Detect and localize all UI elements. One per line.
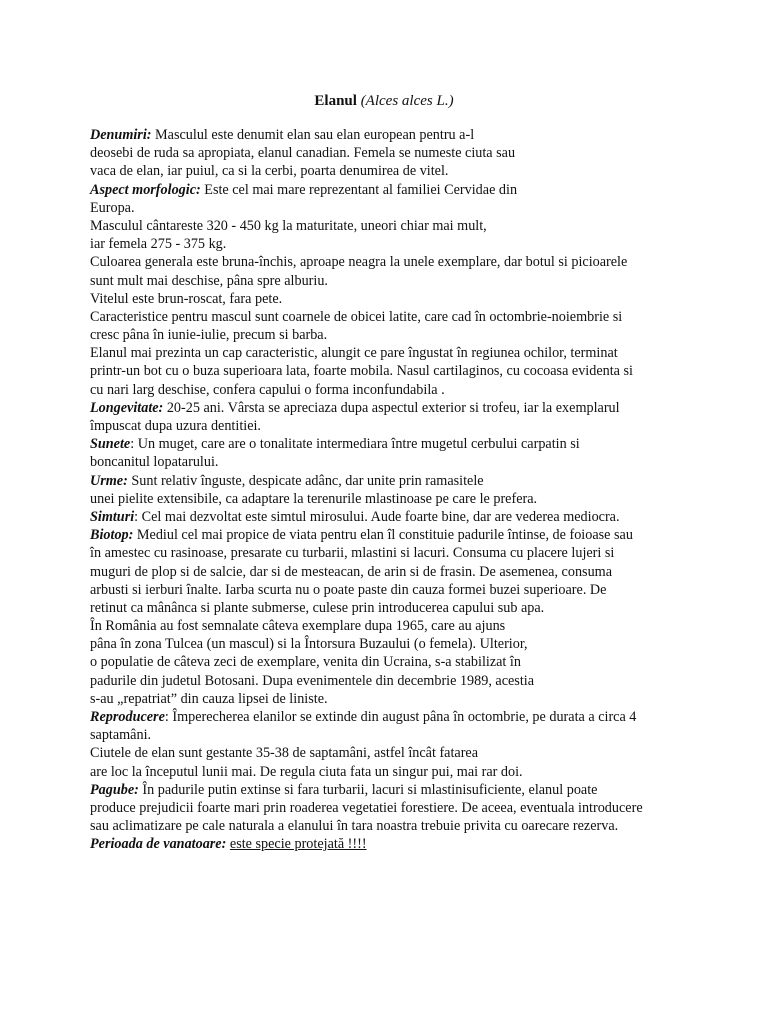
text-line [90,708,690,726]
line-text: deosebi de ruda sa apropiata, elanul canadian. Femela se numeste ciuta sau [90,145,516,162]
line-text: Culoarea generala este bruna-închis, aproape neagra la unele exemplare, dar botul si picioarele [90,254,628,271]
text-line [90,417,690,435]
line-text: Vitelul este brun-roscat, fara pete. [90,290,283,307]
line-text: s-au „repatriat” din cauza lipsei de liniste. [90,690,328,707]
line-text: Este cel mai mare reprezentant al familiei Cervidae din [200,181,518,198]
line-text: muguri de plop si de salcie, dar si de mesteacan, de arin si de frasin. De asemenea, consuma [90,563,612,580]
section-heading: Sunete [90,436,131,453]
text-line [90,599,690,617]
section-heading: Perioada de vanatoare: [90,836,227,853]
line-text: Mediul cel mai propice de viata pentru elan îl constituie padurile întinse, de foioase sau [133,527,633,544]
section-heading: Aspect morfologic: [90,181,201,198]
text-line [90,126,690,144]
line-text: : Cel mai dezvoltat este simtul mirosului. Aude foarte bine, dar are vederea mediocra. [134,508,620,525]
line-text: o populatie de câteva zeci de exemplare, venita din Ucraina, s-a stabilizat în [90,654,521,671]
text-line [90,672,690,690]
text-line [90,653,690,671]
line-text: Masculul este denumit elan sau elan european pentru a-l [151,127,475,143]
line-text: produce prejudicii foarte mari prin roaderea vegetatiei forestiere. De aceea, eventuala introducere [90,799,643,816]
line-text: are loc la începutul lunii mai. De regula ciuta fata un singur pui, mai rar doi. [90,763,523,780]
line-text: pâna în zona Tulcea (un mascul) si la Întorsura Buzaului (o femela). Ulterior, [90,636,528,653]
text-line [90,381,690,399]
section-heading: Longevitate: [90,399,164,416]
line-text: iar femela 275 - 375 kg. [90,236,227,253]
section-heading: Reproducere [90,709,165,725]
text-line [90,362,690,380]
line-text: În România au fost semnalate câteva exemplare dupa 1965, care au ajuns [90,618,506,635]
line-text: Elanul mai prezinta un cap caracteristic, alungit ce pare îngustat în regiunea ochilor, terminat [90,345,618,362]
line-text: Sunt relativ înguste, despicate adânc, dar unite prin ramasitele [127,472,484,489]
line-text: unei pielite extensibile, ca adaptare la terenurile mlastinoase pe care le prefera. [90,490,538,507]
text-line [90,472,690,490]
text-line [90,563,690,581]
text-line [90,508,690,526]
line-text: : Împerecherea elanilor se extinde din august pâna în octombrie, pe durata a circa 4 [164,709,637,725]
text-line [90,217,690,235]
text-line [90,617,690,635]
text-line [90,544,690,562]
line-text: cu nari larg deschise, confera capului o forma inconfundabila . [90,381,445,398]
text-line [90,635,690,653]
line-text: Ciutele de elan sunt gestante 35-38 de saptamâni, astfel încât fatarea [90,745,479,762]
line-text: sau aclimatizare pe cale naturala a elanului în tara noastra trebuie privita cu oarecare rezerva. [90,818,619,835]
document-body [90,126,690,854]
text-line [90,453,690,471]
line-text: boncanitul lopatarului. [90,454,219,471]
text-line [90,399,690,417]
line-text: Masculul cântareste 320 - 450 kg la maturitate, uneori chiar mai mult, [90,217,487,234]
underlined-status-link[interactable]: este specie protejată !!!! [229,836,367,853]
line-text: arbusti si ierburi înalte. Iarba scurta nu o poate paste din cauza formei buzei superioare. De [90,581,607,598]
text-line [90,144,690,162]
line-text: cresc pâna în iunie-iulie, precum si barba. [90,327,328,344]
line-text: În padurile putin extinse si fara turbarii, lacuri si mlastinisuficiente, elanul poate [138,781,598,798]
title-latin: (Alces alces L.) [360,93,454,109]
section-heading: Urme: [90,472,128,489]
text-line [90,799,690,817]
text-line [90,272,690,290]
line-text: saptamâni. [90,727,152,744]
text-line [90,253,690,271]
text-line [90,835,690,853]
text-line [90,490,690,508]
text-line [90,526,690,544]
line-text: retinut ca mânânca si plante submerse, culese prin introducerea capului sub apa. [90,599,545,616]
text-line [90,781,690,799]
text-line [90,308,690,326]
text-line [90,181,690,199]
text-line [90,817,690,835]
line-text: Europa. [90,199,135,216]
text-line [90,435,690,453]
text-line [90,744,690,762]
section-heading: Simturi [90,508,135,525]
text-line [90,199,690,217]
text-line [90,290,690,308]
line-text: împuscat dupa uzura dentitiei. [90,418,261,434]
line-text: printr-un bot cu o buza superioara lata, foarte mobila. Nasul cartilaginos, cu cocoasa evidenta si [90,363,633,380]
line-text: padurile din judetul Botosani. Dupa evenimentele din decembrie 1989, acestia [90,672,535,689]
line-text: sunt mult mai deschise, pâna spre alburiu. [90,272,328,289]
section-heading: Pagube: [90,781,139,798]
text-line [90,326,690,344]
document-title [0,92,768,110]
text-line [90,162,690,180]
text-line [90,726,690,744]
text-line [90,690,690,708]
title-main: Elanul [314,93,357,109]
text-line [90,581,690,599]
line-text: vaca de elan, iar puiul, ca si la cerbi, poarta denumirea de vitel. [90,163,449,180]
section-heading: Biotop: [90,527,134,544]
text-line [90,235,690,253]
line-text: : Un muget, care are o tonalitate intermediara între mugetul cerbului carpatin si [130,436,580,453]
line-text: Caracteristice pentru mascul sunt coarnele de obicei latite, care cad în octombrie-noiembrie si [90,308,623,325]
section-heading: Denumiri: [90,127,152,143]
text-line [90,344,690,362]
text-line [90,763,690,781]
line-text: 20-25 ani. Vârsta se apreciaza dupa aspectul exterior si trofeu, iar la exemplarul [163,399,620,416]
line-text: în amestec cu rasinoase, presarate cu turbarii, mlastini si lacuri. Consuma cu placere lujeri si [90,545,615,562]
